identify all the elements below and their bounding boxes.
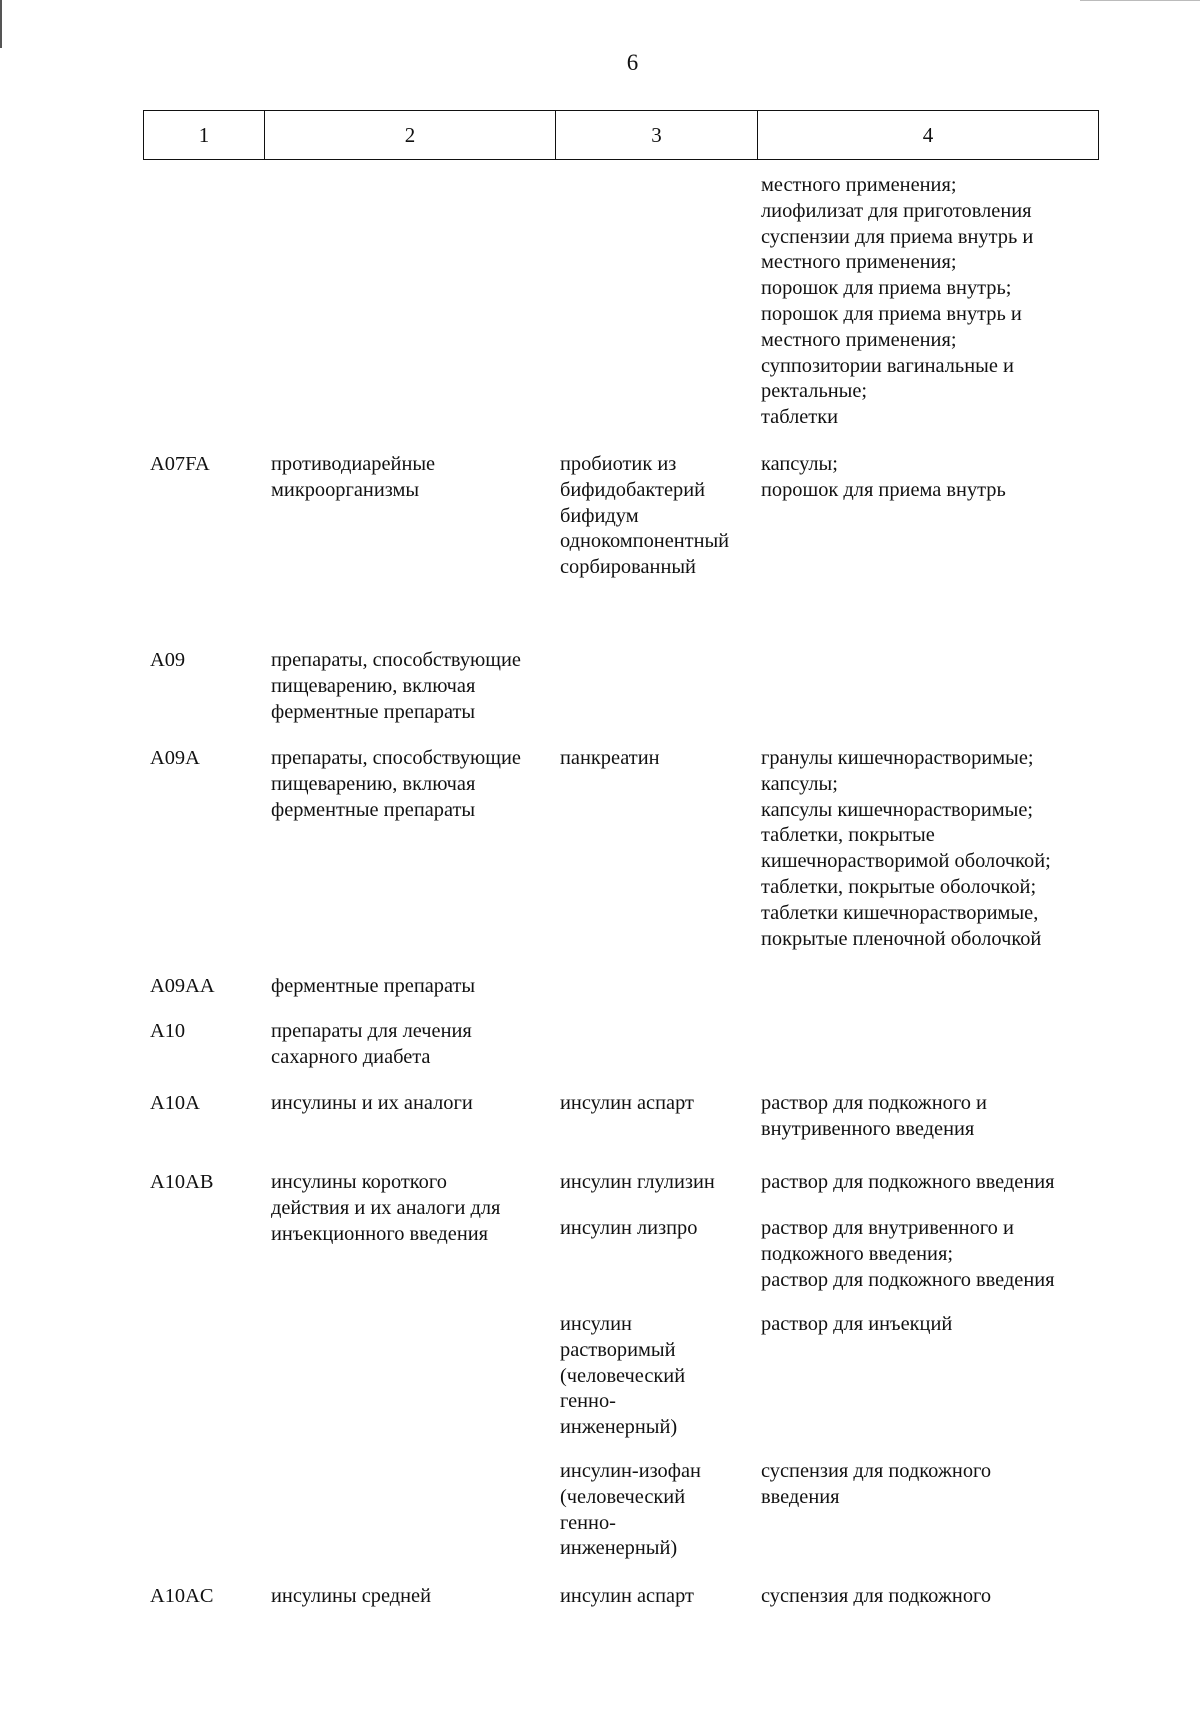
text-line: раствор для внутривенного и bbox=[761, 1217, 1014, 1239]
text-line: раствор для подкожного введения bbox=[761, 1268, 1055, 1291]
text-line: пищеварению, включая bbox=[271, 772, 476, 795]
forms-cell bbox=[761, 1170, 1055, 1196]
column-header-table bbox=[143, 110, 1099, 160]
forms-cell bbox=[761, 1312, 952, 1338]
forms-cell bbox=[761, 1459, 991, 1511]
group-cell bbox=[271, 452, 435, 504]
text-line: порошок для приема внутрь; bbox=[761, 277, 1012, 300]
code-cell bbox=[150, 1091, 200, 1117]
text-line: раствор для инъекций bbox=[761, 1313, 953, 1335]
text-line: ферментные препараты bbox=[271, 700, 476, 723]
forms-cell bbox=[761, 1216, 1055, 1293]
text-line: A10A bbox=[150, 1092, 200, 1114]
code-cell bbox=[150, 648, 185, 674]
text-line: введения bbox=[761, 1485, 840, 1508]
text-line: генно- bbox=[560, 1511, 616, 1534]
text-line: таблетки bbox=[761, 406, 839, 429]
forms-cell bbox=[761, 1091, 987, 1143]
text-line: A10AB bbox=[150, 1171, 214, 1193]
text-line: противодиарейные bbox=[271, 453, 436, 475]
group-cell bbox=[271, 1091, 473, 1117]
text-line: A09AA bbox=[150, 975, 215, 997]
text-line: таблетки, покрытые bbox=[761, 824, 935, 847]
drug-cell bbox=[560, 1091, 694, 1117]
drug-cell bbox=[560, 746, 660, 772]
text-line: порошок для приема внутрь и bbox=[761, 302, 1022, 325]
forms-cell bbox=[761, 452, 1006, 504]
text-line: пищеварению, включая bbox=[271, 674, 476, 697]
text-line: инсулин лизпро bbox=[560, 1217, 698, 1239]
text-line: инсулин bbox=[560, 1313, 632, 1335]
text-line: A09 bbox=[150, 649, 186, 671]
header-cell: 2 bbox=[265, 111, 556, 160]
text-line: пробиотик из bbox=[560, 453, 677, 475]
text-line: однокомпонентный bbox=[560, 530, 730, 553]
text-line: капсулы; bbox=[761, 453, 838, 475]
scan-edge bbox=[0, 0, 2, 48]
text-line: инженерный) bbox=[560, 1416, 678, 1439]
group-cell bbox=[271, 1584, 431, 1610]
text-line: действия и их аналоги для bbox=[271, 1196, 501, 1219]
text-line: лиофилизат для приготовления bbox=[761, 199, 1032, 222]
text-line: бифидобактерий bbox=[560, 478, 706, 501]
text-line: раствор для подкожного введения bbox=[761, 1171, 1055, 1193]
code-cell bbox=[150, 746, 200, 772]
drug-cell bbox=[560, 1584, 694, 1610]
code-cell bbox=[150, 452, 210, 478]
text-line: инсулины средней bbox=[271, 1585, 431, 1607]
text-line: A09A bbox=[150, 747, 200, 769]
text-line: инсулины и их аналоги bbox=[271, 1092, 473, 1114]
drug-cell bbox=[560, 452, 729, 581]
text-line: кишечнорастворимой оболочкой; bbox=[761, 850, 1051, 873]
drug-cell bbox=[560, 1312, 685, 1441]
text-line: местного применения; bbox=[761, 174, 957, 196]
text-line: A10AC bbox=[150, 1585, 214, 1607]
drug-cell bbox=[560, 1170, 715, 1196]
text-line: сахарного диабета bbox=[271, 1045, 431, 1068]
text-line: подкожного введения; bbox=[761, 1242, 954, 1265]
text-line: препараты, способствующие bbox=[271, 649, 521, 671]
text-line: ректальные; bbox=[761, 380, 868, 403]
group-cell bbox=[271, 746, 521, 823]
text-line: порошок для приема внутрь bbox=[761, 478, 1006, 501]
header-row bbox=[144, 111, 1099, 160]
text-line: покрытые пленочной оболочкой bbox=[761, 927, 1042, 950]
text-line: инсулин аспарт bbox=[560, 1092, 694, 1114]
text-line: капсулы; bbox=[761, 772, 838, 795]
drug-cell bbox=[560, 1459, 701, 1562]
text-line: генно- bbox=[560, 1390, 616, 1413]
text-line: таблетки кишечнорастворимые, bbox=[761, 901, 1039, 924]
code-cell bbox=[150, 1170, 213, 1196]
text-line: внутривенного введения bbox=[761, 1117, 975, 1140]
text-line: бифидум bbox=[560, 504, 639, 527]
text-line: инсулин-изофан bbox=[560, 1460, 701, 1482]
forms-cell bbox=[761, 1584, 991, 1610]
group-cell bbox=[271, 648, 521, 725]
text-line: раствор для подкожного и bbox=[761, 1092, 987, 1114]
forms-cell bbox=[761, 746, 1051, 952]
text-line: инъекционного введения bbox=[271, 1222, 489, 1245]
text-line: ферментные препараты bbox=[271, 975, 476, 997]
text-line: гранулы кишечнорастворимые; bbox=[761, 747, 1034, 769]
code-cell bbox=[150, 1584, 213, 1610]
text-line: инсулин глулизин bbox=[560, 1171, 715, 1193]
group-cell bbox=[271, 1019, 472, 1071]
text-line: препараты, способствующие bbox=[271, 747, 521, 769]
text-line: суспензия для подкожного bbox=[761, 1585, 992, 1607]
text-line: препараты для лечения bbox=[271, 1020, 472, 1042]
text-line: капсулы кишечнорастворимые; bbox=[761, 798, 1034, 821]
text-line: таблетки, покрытые оболочкой; bbox=[761, 875, 1037, 898]
text-line: A07FA bbox=[150, 453, 210, 475]
text-line: инсулин аспарт bbox=[560, 1585, 694, 1607]
page-number: 6 bbox=[626, 50, 639, 75]
forms-cell bbox=[761, 173, 1033, 431]
text-line: суспензия для подкожного bbox=[761, 1460, 992, 1482]
group-cell bbox=[271, 974, 475, 1000]
text-line: местного применения; bbox=[761, 328, 957, 351]
text-line: (человеческий bbox=[560, 1485, 686, 1508]
code-cell bbox=[150, 1019, 185, 1045]
text-line: A10 bbox=[150, 1020, 186, 1042]
text-line: ферментные препараты bbox=[271, 798, 476, 821]
code-cell bbox=[150, 974, 215, 1000]
text-line: панкреатин bbox=[560, 747, 660, 769]
text-line: растворимый bbox=[560, 1338, 676, 1361]
text-line: (человеческий bbox=[560, 1364, 686, 1387]
header-cell: 3 bbox=[556, 111, 758, 160]
text-line: инженерный) bbox=[560, 1537, 678, 1560]
text-line: местного применения; bbox=[761, 251, 957, 274]
text-line: сорбированный bbox=[560, 556, 696, 579]
group-cell bbox=[271, 1170, 500, 1247]
text-line: инсулины короткого bbox=[271, 1171, 447, 1193]
scan-edge bbox=[1080, 0, 1200, 1]
header-cell: 4 bbox=[758, 111, 1099, 160]
text-line: микроорганизмы bbox=[271, 478, 420, 501]
text-line: суспензии для приема внутрь и bbox=[761, 225, 1034, 248]
drug-cell bbox=[560, 1216, 697, 1242]
header-cell: 1 bbox=[144, 111, 265, 160]
text-line: суппозитории вагинальные и bbox=[761, 354, 1014, 377]
